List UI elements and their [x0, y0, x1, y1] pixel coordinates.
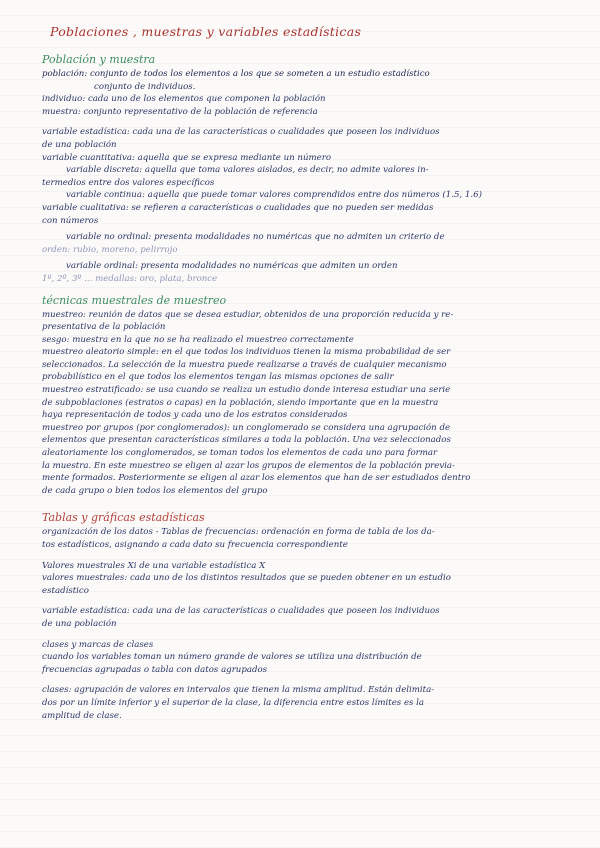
- text-line: clases y marcas de clases: [42, 639, 154, 650]
- text-line: estadístico: [42, 585, 89, 596]
- page-title: Poblaciones , muestras y variables estadísticas: [50, 24, 362, 39]
- text-line: elementos que presentan características similares a toda la población. Una vez seleccionados: [42, 435, 451, 446]
- text-line: muestreo aleatorio simple: en el que todos los individuos tienen la misma probabilidad de ser: [42, 347, 451, 358]
- text-line: muestreo estratificado: se usa cuando se realiza un estudio donde interesa estudiar una serie: [42, 385, 451, 396]
- text-line: variable estadística: cada una de las características o cualidades que poseen los individuos: [42, 127, 440, 138]
- text-line: aleatoriamente los conglomerados, se toman todos los elementos de cada uno para formar: [42, 448, 438, 459]
- text-line: termedios entre dos valores específicos: [42, 177, 215, 188]
- text-line: valores muestrales: cada uno de los distintos resultados que se pueden obtener en un estudio: [42, 573, 451, 584]
- text-line: amplitud de clase.: [42, 710, 122, 721]
- text-line: probabilístico en el que todos los elementos tengan las mismas opciones de salir: [42, 372, 394, 383]
- text-line: frecuencias agrupadas o tabla con datos agrupados: [42, 664, 268, 675]
- text-line: seleccionados. La selección de la muestra puede realizarse a través de cualquier mecanismo: [42, 359, 447, 370]
- text-line: cuando los variables toman un número grande de valores se utiliza una distribución de: [42, 652, 422, 663]
- section-heading-tablas: Tablas y gráficas estadísticas: [42, 511, 205, 525]
- text-line: variable cualitativa: se refieren a características o cualidades que no pueden ser medidas: [42, 202, 434, 213]
- text-line: 1º, 2º, 3º ... medallas: oro, plata, bronce: [42, 273, 218, 284]
- text-line: variable no ordinal: presenta modalidades no numéricas que no admiten un criterio de: [66, 232, 445, 243]
- text-line: Valores muestrales Xi de una variable estadística X: [42, 560, 266, 571]
- text-line: muestreo por grupos (por conglomerados): un conglomerado se considera una agrupación de: [42, 422, 451, 433]
- text-line: con números: [42, 215, 99, 226]
- text-line: de una población: [42, 139, 117, 150]
- text-line: organización de los datos - Tablas de frecuencias: ordenación en forma de tabla de los da-: [42, 527, 435, 538]
- text-line: muestra: conjunto representativo de la población de referencia: [42, 106, 318, 117]
- text-line: variable discreta: aquella que toma valores aislados, es decir, no admite valores in-: [66, 165, 429, 176]
- text-line: variable cuantitativa: aquella que se expresa mediante un número: [42, 152, 331, 163]
- text-line: clases: agrupación de valores en intervalos que tienen la misma amplitud. Están delimita-: [42, 685, 435, 696]
- section-heading-poblacion: Población y muestra: [42, 53, 156, 66]
- text-line: individuo: cada uno de los elementos que componen la población: [42, 94, 326, 105]
- text-line: tos estadísticos, asignando a cada dato su frecuencia correspondiente: [42, 540, 348, 550]
- text-line: sesgo: muestra en la que no se ha realizado el muestreo correctamente: [42, 334, 354, 345]
- text-line: variable estadística: cada una de las características o cualidades que poseen los individuos: [42, 606, 440, 617]
- text-line: muestreo: reunión de datos que se desea estudiar, obtenidos de una proporción reducida y re-: [42, 309, 454, 320]
- text-line: de una población: [42, 618, 117, 629]
- text-line: variable continua: aquella que puede tomar valores comprendidos entre dos números (1.5, 1.6): [66, 190, 482, 201]
- text-line: haya representación de todos y cada uno de los estratos considerados: [42, 410, 348, 421]
- text-line: presentativa de la población: [42, 322, 166, 333]
- text-line: orden: rubio, moreno, pelirrojo: [42, 244, 178, 255]
- text-line: conjunto de individuos.: [94, 81, 196, 92]
- text-line: población: conjunto de todos los elementos a los que se someten a un estudio estadístico: [42, 69, 430, 79]
- text-line: la muestra. En este muestreo se eligen al azar los grupos de elementos de la población previa-: [42, 460, 455, 471]
- text-line: mente formados. Posteriormente se eligen al azar los elementos que han de ser estudiados dentro: [42, 473, 471, 484]
- text-line: de subpoblaciones (estratos o capas) en la población, siendo importante que en la muestra: [42, 397, 439, 408]
- text-line: variable ordinal: presenta modalidades no numéricas que admiten un orden: [66, 261, 398, 272]
- text-line: de cada grupo o bien todos los elementos del grupo: [42, 485, 268, 496]
- section-heading-muestreo: técnicas muestrales de muestreo: [42, 293, 227, 307]
- text-line: dos por un límite inferior y el superior de la clase, la diferencia entre estos límites es la: [42, 697, 425, 708]
